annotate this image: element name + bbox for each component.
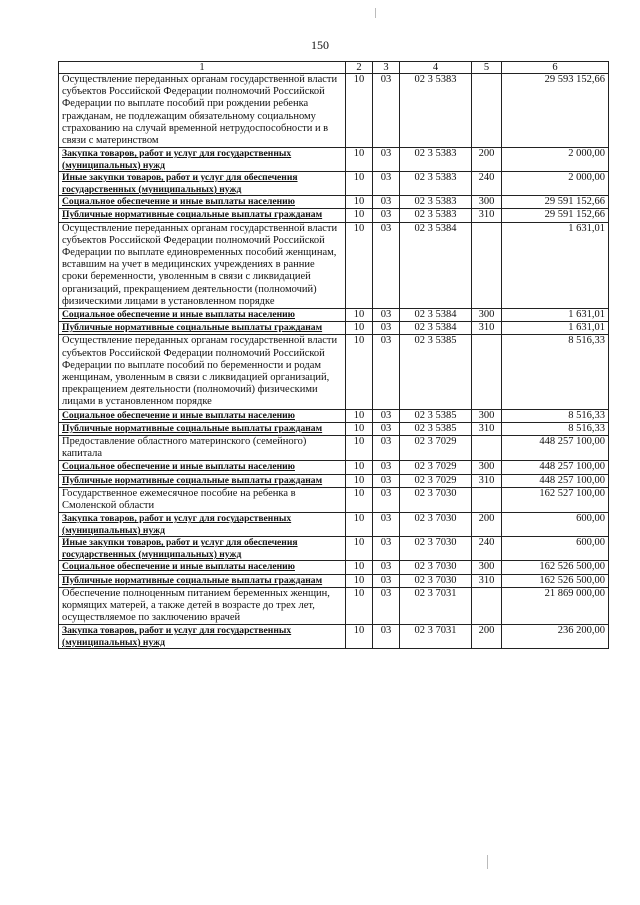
row-subsection: 03 [373,474,400,487]
row-subsection: 03 [373,436,400,461]
row-section: 10 [346,222,373,308]
row-name: Публичные нормативные социальные выплаты гражданам [59,474,346,487]
row-amount: 1 631,01 [502,309,609,322]
row-subsection: 03 [373,335,400,409]
row-expense-type: 300 [472,196,502,209]
row-expense-type: 200 [472,148,502,172]
row-expense-type: 240 [472,172,502,196]
row-name: Социальное обеспечение и иные выплаты населению [59,309,346,322]
row-subsection: 03 [373,461,400,474]
page-number: 150 [311,38,329,52]
row-name: Закупка товаров, работ и услуг для государственных (муниципальных) нужд [59,148,346,172]
row-amount: 29 593 152,66 [502,74,609,148]
row-expense-type: 310 [472,422,502,435]
table-row [59,74,609,148]
row-target-article: 02 3 7031 [400,587,472,625]
row-expense-type [472,335,502,409]
row-subsection: 03 [373,222,400,308]
row-target-article: 02 3 7031 [400,625,472,649]
row-amount: 21 869 000,00 [502,587,609,625]
row-subsection: 03 [373,309,400,322]
table-row [59,422,609,435]
table-row [59,209,609,222]
row-section: 10 [346,148,373,172]
row-target-article: 02 3 5385 [400,409,472,422]
row-amount: 29 591 152,66 [502,209,609,222]
row-target-article: 02 3 5383 [400,172,472,196]
row-expense-type [472,74,502,148]
row-amount: 8 516,33 [502,335,609,409]
row-expense-type: 310 [472,209,502,222]
row-target-article: 02 3 7030 [400,513,472,537]
row-target-article: 02 3 7030 [400,561,472,574]
row-name: Социальное обеспечение и иные выплаты населению [59,561,346,574]
row-expense-type: 200 [472,513,502,537]
row-amount: 8 516,33 [502,422,609,435]
row-expense-type [472,587,502,625]
row-name: Иные закупки товаров, работ и услуг для обеспечения государственных (муниципальных) нужд [59,537,346,561]
col-header-expense-type: 5 [472,62,502,74]
row-subsection: 03 [373,587,400,625]
row-subsection: 03 [373,487,400,512]
table-row [59,587,609,625]
row-section: 10 [346,309,373,322]
row-expense-type: 310 [472,322,502,335]
row-amount: 236 200,00 [502,625,609,649]
row-section: 10 [346,561,373,574]
table-header-row [59,62,609,74]
row-expense-type: 240 [472,537,502,561]
table-row [59,148,609,172]
row-section: 10 [346,574,373,587]
table-row [59,322,609,335]
row-subsection: 03 [373,74,400,148]
row-section: 10 [346,422,373,435]
row-amount: 600,00 [502,537,609,561]
row-section: 10 [346,74,373,148]
row-section: 10 [346,172,373,196]
row-amount: 1 631,01 [502,322,609,335]
row-target-article: 02 3 5383 [400,74,472,148]
row-target-article: 02 3 5383 [400,209,472,222]
row-subsection: 03 [373,148,400,172]
table-row [59,487,609,512]
row-amount: 8 516,33 [502,409,609,422]
row-expense-type: 300 [472,561,502,574]
row-section: 10 [346,537,373,561]
row-expense-type [472,222,502,308]
row-section: 10 [346,587,373,625]
row-target-article: 02 3 5385 [400,335,472,409]
row-target-article: 02 3 5384 [400,222,472,308]
row-subsection: 03 [373,537,400,561]
table-row [59,335,609,409]
row-subsection: 03 [373,322,400,335]
row-target-article: 02 3 5385 [400,422,472,435]
row-name: Социальное обеспечение и иные выплаты населению [59,461,346,474]
budget-table [58,61,609,649]
table-row [59,561,609,574]
row-target-article: 02 3 7030 [400,537,472,561]
row-name: Государственное ежемесячное пособие на ребенка в Смоленской области [59,487,346,512]
scan-mark-bottom [487,855,488,869]
table-row [59,513,609,537]
col-header-amount: 6 [502,62,609,74]
row-subsection: 03 [373,172,400,196]
row-target-article: 02 3 5383 [400,148,472,172]
row-name: Закупка товаров, работ и услуг для государственных (муниципальных) нужд [59,513,346,537]
row-target-article: 02 3 7030 [400,574,472,587]
row-subsection: 03 [373,574,400,587]
col-header-subsection: 3 [373,62,400,74]
row-subsection: 03 [373,561,400,574]
row-name: Социальное обеспечение и иные выплаты населению [59,409,346,422]
row-amount: 2 000,00 [502,148,609,172]
row-name: Обеспечение полноценным питанием беременных женщин, кормящих матерей, а также детей в возрасте до трех лет, осуществляемое по заключению врачей [59,587,346,625]
row-section: 10 [346,436,373,461]
col-header-target-article: 4 [400,62,472,74]
row-name: Публичные нормативные социальные выплаты гражданам [59,209,346,222]
row-amount: 29 591 152,66 [502,196,609,209]
row-amount: 162 526 500,00 [502,561,609,574]
row-name: Предоставление областного материнского (семейного) капитала [59,436,346,461]
row-subsection: 03 [373,209,400,222]
table-row [59,172,609,196]
row-target-article: 02 3 5384 [400,309,472,322]
row-section: 10 [346,513,373,537]
row-target-article: 02 3 5384 [400,322,472,335]
row-amount: 448 257 100,00 [502,474,609,487]
scan-mark-top [375,8,376,18]
row-subsection: 03 [373,409,400,422]
row-amount: 162 527 100,00 [502,487,609,512]
col-header-section: 2 [346,62,373,74]
row-section: 10 [346,209,373,222]
row-name: Закупка товаров, работ и услуг для государственных (муниципальных) нужд [59,625,346,649]
row-name: Осуществление переданных органам государственной власти субъектов Российской Федерации полномочий Российской Федерации по выплате единовременных пособий женщинам, вставшим на учет в медицинских учреждениях в ранние сроки беременности, уволенным в связи с ликвидацией организаций, прекращением деятельности (полномочий) физическими лицами в установленном порядке [59,222,346,308]
table-row [59,461,609,474]
row-name: Осуществление переданных органам государственной власти субъектов Российской Федерации полномочий Российской Федерации по выплате пособий при рождении ребенка гражданам, не подлежащим обязательному социальному страхованию на случай временной нетрудоспособности и в связи с материнством [59,74,346,148]
row-target-article: 02 3 5383 [400,196,472,209]
table-row [59,309,609,322]
row-name: Публичные нормативные социальные выплаты гражданам [59,322,346,335]
col-header-name: 1 [59,62,346,74]
row-expense-type [472,487,502,512]
table-body [59,74,609,649]
table-row [59,574,609,587]
row-section: 10 [346,335,373,409]
row-subsection: 03 [373,625,400,649]
row-name: Публичные нормативные социальные выплаты гражданам [59,574,346,587]
row-expense-type: 300 [472,461,502,474]
table-row [59,222,609,308]
row-subsection: 03 [373,422,400,435]
row-name: Иные закупки товаров, работ и услуг для обеспечения государственных (муниципальных) нужд [59,172,346,196]
table-row [59,625,609,649]
row-amount: 1 631,01 [502,222,609,308]
row-section: 10 [346,409,373,422]
row-expense-type: 300 [472,409,502,422]
row-section: 10 [346,625,373,649]
row-section: 10 [346,322,373,335]
row-name: Социальное обеспечение и иные выплаты населению [59,196,346,209]
table-row [59,474,609,487]
row-amount: 600,00 [502,513,609,537]
row-amount: 448 257 100,00 [502,436,609,461]
row-target-article: 02 3 7029 [400,474,472,487]
table-row [59,436,609,461]
row-section: 10 [346,196,373,209]
table-row [59,537,609,561]
row-target-article: 02 3 7030 [400,487,472,512]
table-row [59,196,609,209]
row-target-article: 02 3 7029 [400,436,472,461]
row-subsection: 03 [373,196,400,209]
row-expense-type [472,436,502,461]
row-section: 10 [346,474,373,487]
row-expense-type: 310 [472,474,502,487]
row-target-article: 02 3 7029 [400,461,472,474]
row-name: Осуществление переданных органам государственной власти субъектов Российской Федерации полномочий Российской Федерации по выплате пособий по беременности и родам женщинам, уволенным в связи с ликвидацией организаций, прекращением деятельности (полномочий) физическими лицами в установленном порядке [59,335,346,409]
row-section: 10 [346,487,373,512]
row-name: Публичные нормативные социальные выплаты гражданам [59,422,346,435]
row-subsection: 03 [373,513,400,537]
row-expense-type: 300 [472,309,502,322]
row-section: 10 [346,461,373,474]
row-expense-type: 200 [472,625,502,649]
row-amount: 448 257 100,00 [502,461,609,474]
row-amount: 2 000,00 [502,172,609,196]
row-amount: 162 526 500,00 [502,574,609,587]
row-expense-type: 310 [472,574,502,587]
table-row [59,409,609,422]
